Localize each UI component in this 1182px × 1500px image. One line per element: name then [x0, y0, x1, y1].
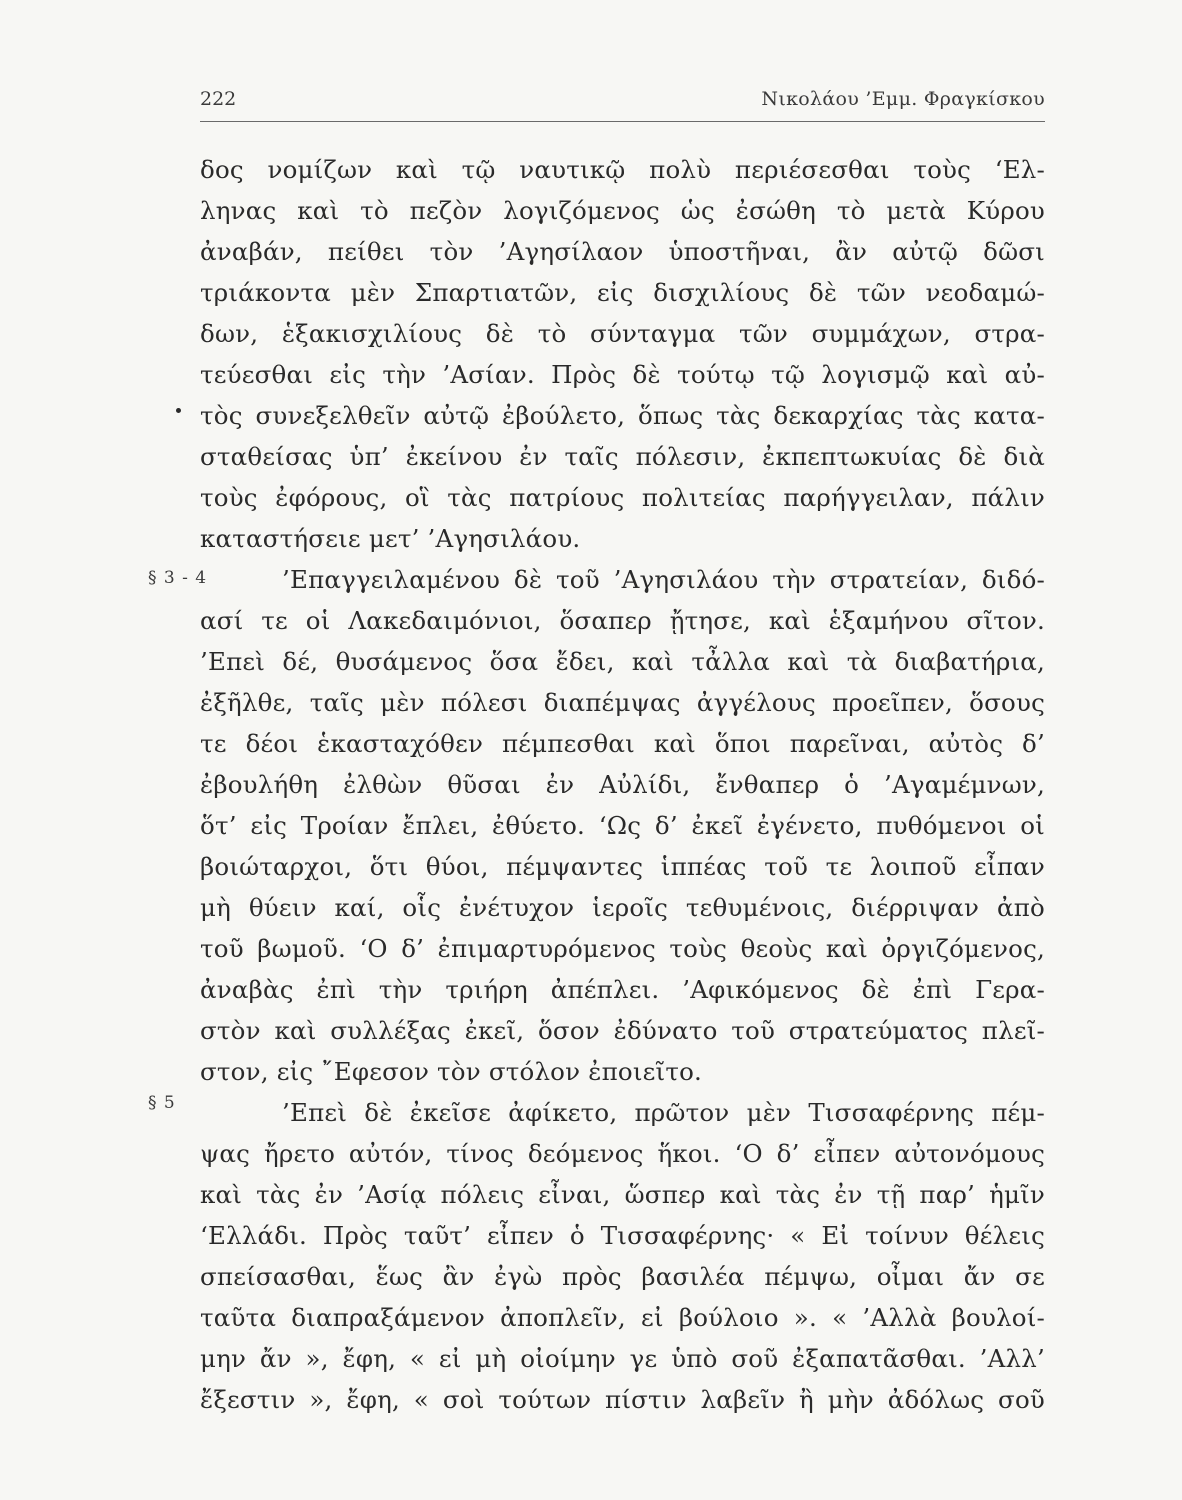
text-line: ἐβουλήθη ἐλθὼν θῦσαι ἐν Αὐλίδι, ἔνθαπερ ὁ ’Αγαμέμνων,	[200, 770, 1045, 799]
text-line: ὅτ’ εἰς Τροίαν ἔπλει, ἐθύετο. ‘Ως δ’ ἐκεῖ ἐγένετο, πυθόμενοι οἱ	[200, 811, 1045, 840]
text-line: καὶ τὰς ἐν ’Ασίᾳ πόλεις εἶναι, ὥσπερ καὶ τὰς ἐν τῇ παρ’ ἡμῖν	[200, 1180, 1045, 1209]
text-line: δος νομίζων καὶ τῷ ναυτικῷ πολὺ περιέσεσθαι τοὺς ‘Ελ-	[200, 155, 1045, 184]
text-line: τε δέοι ἑκασταχόθεν πέμπεσθαι καὶ ὅποι παρεῖναι, αὐτὸς δ’	[200, 729, 1045, 758]
text-line: ἔξεστιν », ἔφη, « σοὶ τούτων πίστιν λαβεῖν ἢ μὴν ἀδόλως σοῦ	[200, 1385, 1045, 1414]
text-line: ληνας καὶ τὸ πεζὸν λογιζόμενος ὡς ἐσώθη τὸ μετὰ Κύρου	[200, 196, 1045, 225]
page-number: 222	[200, 88, 237, 110]
text-line: τοῦ βωμοῦ. ‘Ο δ’ ἐπιμαρτυρόμενος τοὺς θεοὺς καὶ ὀργιζόμενος,	[200, 934, 1045, 963]
text-line: ἀναβὰς ἐπὶ τὴν τριήρη ἀπέπλει. ’Αφικόμενος δὲ ἐπὶ Γερα-	[200, 975, 1045, 1004]
text-line: τριάκοντα μὲν Σπαρτιατῶν, εἰς δισχιλίους δὲ τῶν νεοδαμώ-	[200, 278, 1045, 307]
text-line: ἀναβάν, πείθει τὸν ’Αγησίλαον ὑποστῆναι, ἂν αὐτῷ δῶσι	[200, 237, 1045, 266]
marginal-note-section-5: § 5	[148, 1093, 176, 1113]
text-line: ψας ἤρετο αὐτόν, τίνος δεόμενος ἥκοι. ‘Ο δ’ εἶπεν αὐτονόμους	[200, 1139, 1045, 1168]
text-line: δων, ἑξακισχιλίους δὲ τὸ σύνταγμα τῶν συμμάχων, στρα-	[200, 319, 1045, 348]
text-line: ’Επεὶ δέ, θυσάμενος ὅσα ἔδει, καὶ τἆλλα καὶ τὰ διαβατήρια,	[200, 647, 1045, 676]
header-rule	[200, 121, 1045, 122]
text-line: ἐξῆλθε, ταῖς μὲν πόλεσι διαπέμψας ἀγγέλους προεῖπεν, ὅσους	[200, 688, 1045, 717]
text-line: ταῦτα διαπραξάμενον ἀποπλεῖν, εἰ βούλοιο ». « ’Αλλὰ βουλοί-	[200, 1303, 1045, 1332]
text-line: μὴ θύειν καί, οἷς ἐνέτυχον ἱεροῖς τεθυμένοις, διέρριψαν ἀπὸ	[200, 893, 1045, 922]
text-line: ’Επαγγειλαμένου δὲ τοῦ ’Αγησιλάου τὴν στρατείαν, διδό-	[282, 565, 1045, 594]
text-line: σπείσασθαι, ἕως ἂν ἐγὼ πρὸς βασιλέα πέμψω, οἶμαι ἄν σε	[200, 1262, 1045, 1291]
running-head: Νικολάου ’Εμμ. Φραγκίσκου	[761, 88, 1045, 110]
text-line: βοιώταρχοι, ὅτι θύοι, πέμψαντες ἱππέας τοῦ τε λοιποῦ εἶπαν	[200, 852, 1045, 881]
marginal-note-section-3-4: § 3 - 4	[148, 568, 208, 588]
text-line: τοὺς ἐφόρους, οἳ τὰς πατρίους πολιτείας παρήγγειλαν, πάλιν	[200, 483, 1045, 512]
text-line: ασί τε οἱ Λακεδαιμόνιοι, ὅσαπερ ᾔτησε, καὶ ἑξαμήνου σῖτον.	[200, 606, 1045, 635]
text-line: σταθείσας ὑπ’ ἐκείνου ἐν ταῖς πόλεσιν, ἐκπεπτωκυίας δὲ διὰ	[200, 442, 1045, 471]
text-line: μην ἄν », ἔφη, « εἰ μὴ οἰοίμην γε ὑπὸ σοῦ ἐξαπατᾶσθαι. ’Αλλ’	[200, 1344, 1045, 1373]
text-line: τεύεσθαι εἰς τὴν ’Ασίαν. Πρὸς δὲ τούτῳ τῷ λογισμῷ καὶ αὐ-	[200, 360, 1045, 389]
text-line: τὸς συνεξελθεῖν αὐτῷ ἐβούλετο, ὅπως τὰς δεκαρχίας τὰς κατα-	[200, 401, 1045, 430]
text-line: ’Επεὶ δὲ ἐκεῖσε ἀφίκετο, πρῶτον μὲν Τισσαφέρνης πέμ-	[282, 1098, 1045, 1127]
text-line: καταστήσειε μετ’ ’Αγησιλάου.	[200, 524, 581, 553]
text-line: στὸν καὶ συλλέξας ἐκεῖ, ὅσον ἐδύνατο τοῦ στρατεύματος πλεῖ-	[200, 1016, 1045, 1045]
text-line: στον, εἰς ῎Εφεσον τὸν στόλον ἐποιεῖτο.	[200, 1057, 703, 1086]
margin-dot	[176, 408, 181, 413]
text-line: ‘Ελλάδι. Πρὸς ταῦτ’ εἶπεν ὁ Τισσαφέρνης· « Εἰ τοίνυν θέλεις	[200, 1221, 1045, 1250]
page-header	[200, 88, 1045, 118]
